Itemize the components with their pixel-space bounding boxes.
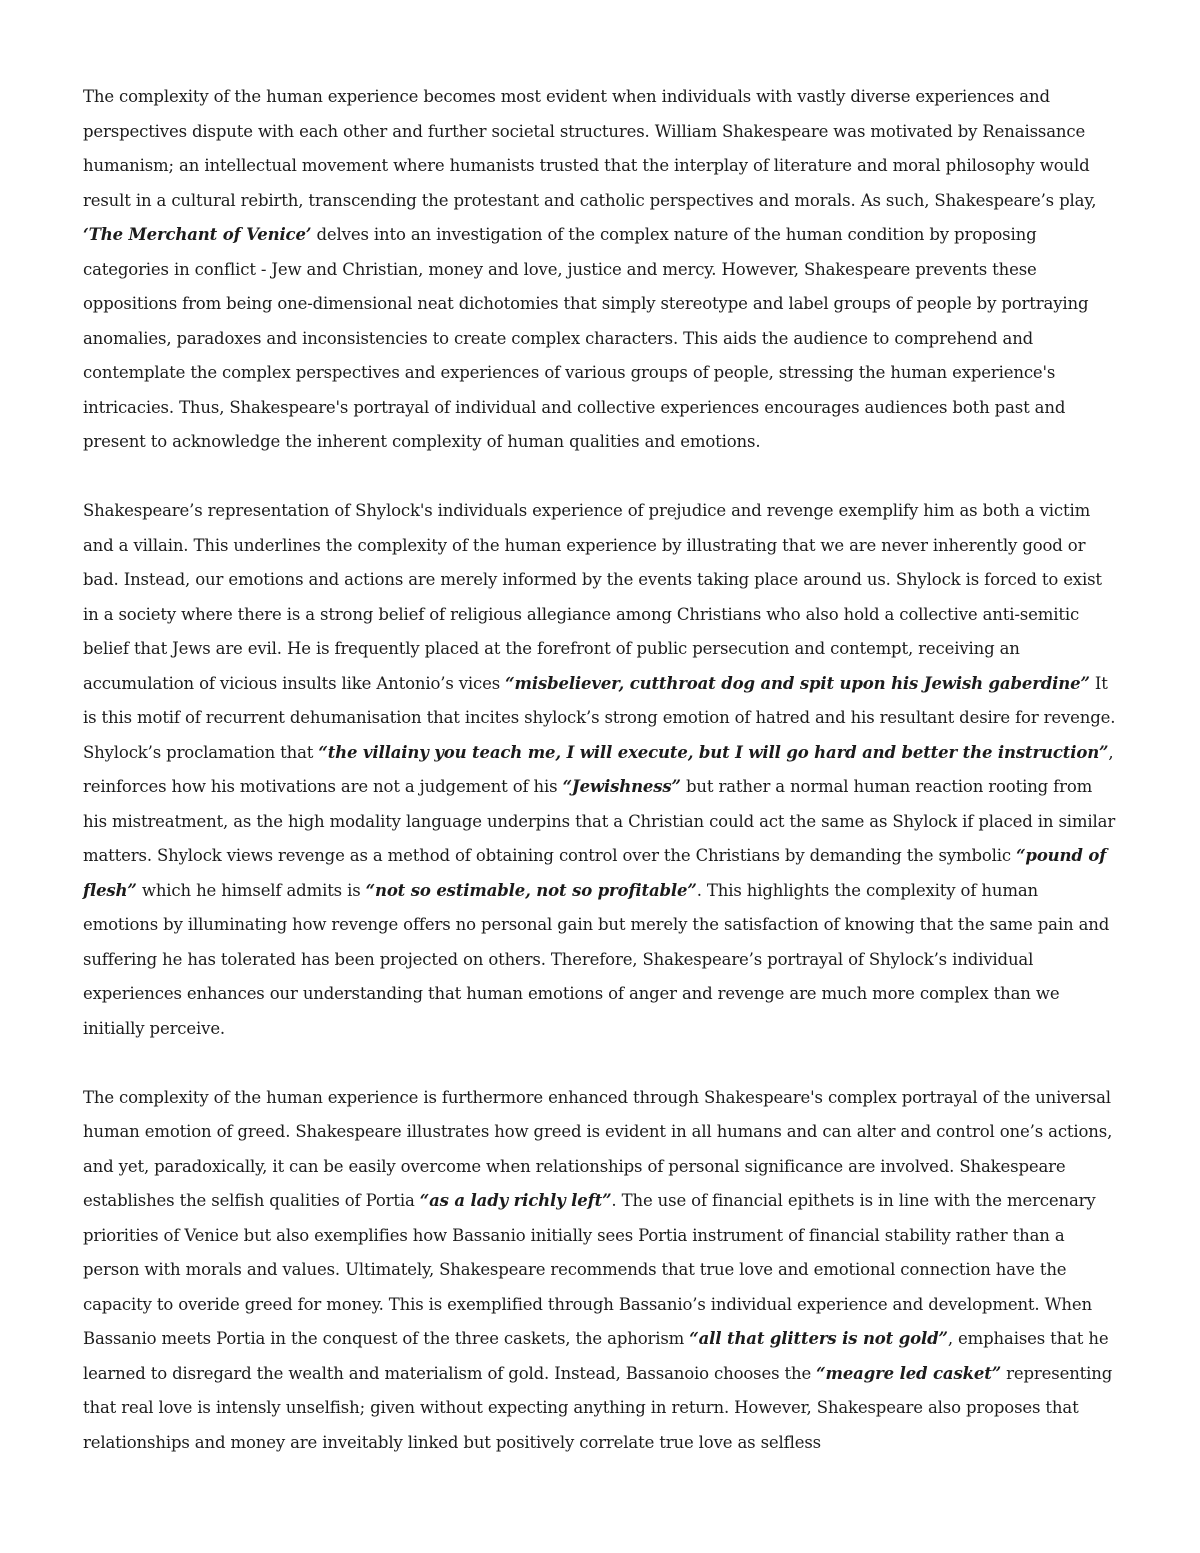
text-run: but rather a normal human reaction rooting from his mistreatment, as the high modality language underpins that a Christian could act the same as Shylock if placed in similar matters. Shylock views revenge as a method of obtaining control over the Christians by demanding the symbolic xyxy=(83,777,1116,865)
paragraph-shylock xyxy=(83,494,1117,1046)
quote-not-so-estimable: “not so estimable, not so profitable” xyxy=(365,880,697,900)
text-run: , reinforces how his motivations are not a judgement of his xyxy=(83,742,1114,796)
text-run: . This highlights the complexity of human emotions by illuminating how revenge offers no personal gain but merely the satisfaction of knowing that the same pain and suffering he has tolerated has been projected on others. Therefore, Shakespeare’s portrayal of Shylock’s individual experiences enhances our understanding that human emotions of anger and revenge are much more complex than we initially perceive. xyxy=(83,880,1110,1038)
text-run: . The use of financial epithets is in line with the mercenary priorities of Venice but also exemplifies how Bassanio initially sees Portia instrument of financial stability rather than a person with morals and values. Ultimately, Shakespeare recommends that true love and emotional connection have the capacity to overide greed for money. This is exemplified through Bassanio’s individual experience and development. When Bassanio meets Portia in the conquest of the three caskets, the aphorism xyxy=(83,1191,1096,1348)
text-run: Shakespeare’s representation of Shylock's individuals experience of prejudice and revenge exemplify him as both a victim and a villain. This underlines the complexity of the human experience by illustrating that we are never inherently good or bad. Instead, our emotions and actions are merely informed by the events taking place around us. Shylock is forced to exist in a society where there is a strong belief of religious allegiance among Christians who also hold a collective anti-semitic belief that Jews are evil. He is frequently placed at the forefront of public persecution and contempt, receiving an accumulation of vicious insults like Antonio’s vices xyxy=(83,501,1102,693)
quote-meagre-led-casket: “meagre led casket” xyxy=(816,1363,1002,1383)
text-run: It is this motif of recurrent dehumanisation that incites shylock’s strong emotion of hatred and his resultant desire for revenge. Shylock’s proclamation that xyxy=(83,673,1116,762)
text-run: which he himself admits is xyxy=(136,880,366,900)
text-run: The complexity of the human experience becomes most evident when individuals with vastly diverse experiences and perspectives dispute with each other and further societal structures. William Shakespeare was motivated by Renaissance humanism; an intellectual movement where humanists trusted that the interplay of literature and moral philosophy would result in a cultural rebirth, transcending the protestant and catholic perspectives and morals. As such, Shakespeare’s play, xyxy=(83,87,1097,210)
paragraph-greed xyxy=(83,1081,1117,1461)
document-body xyxy=(83,80,1117,1460)
quote-richly-left: “as a lady richly left” xyxy=(419,1191,612,1210)
quote-jewishness: “Jewishness” xyxy=(562,777,681,796)
text-run: representing that real love is intensly unselfish; given without expecting anything in return. However, Shakespeare also proposes that relationships and money are inveitably linked but positively correlate true love as selfless xyxy=(83,1363,1113,1452)
text-run: delves into an investigation of the complex nature of the human condition by proposing categories in conflict - Jew and Christian, money and love, justice and mercy. However, Shakespeare prevents these oppositions from being one-dimensional neat dichotomies that simply stereotype and label groups of people by portraying anomalies, paradoxes and inconsistencies to create complex characters. This aids the audience to comprehend and contemplate the complex perspectives and experiences of various groups of people, stressing the human experience's intricacies. Thus, Shakespeare's portrayal of individual and collective experiences encourages audiences both past and present to acknowledge the inherent complexity of human qualities and emotions. xyxy=(83,225,1089,451)
quote-all-that-glitters: “all that glitters is not gold” xyxy=(689,1329,948,1348)
play-title-quote: ‘The Merchant of Venice’ xyxy=(83,225,312,244)
quote-pound-of-flesh: “pound of flesh” xyxy=(83,846,1107,900)
paragraph-introduction xyxy=(83,80,1117,460)
text-run: , emphaises that he learned to disregard the wealth and materialism of gold. Instead, Bassanoio chooses the xyxy=(83,1329,1109,1383)
text-run: The complexity of the human experience is furthermore enhanced through Shakespeare's complex portrayal of the universal human emotion of greed. Shakespeare illustrates how greed is evident in all humans and can alter and control one’s actions, and yet, paradoxically, it can be easily overcome when relationships of personal significance are involved. Shakespeare establishes the selfish qualities of Portia xyxy=(83,1087,1113,1210)
quote-villainy: “the villainy you teach me, I will execute, but I will go hard and better the instruction” xyxy=(318,742,1109,762)
quote-misbeliever: “misbeliever, cutthroat dog and spit upon his Jewish gaberdine” xyxy=(505,673,1090,693)
